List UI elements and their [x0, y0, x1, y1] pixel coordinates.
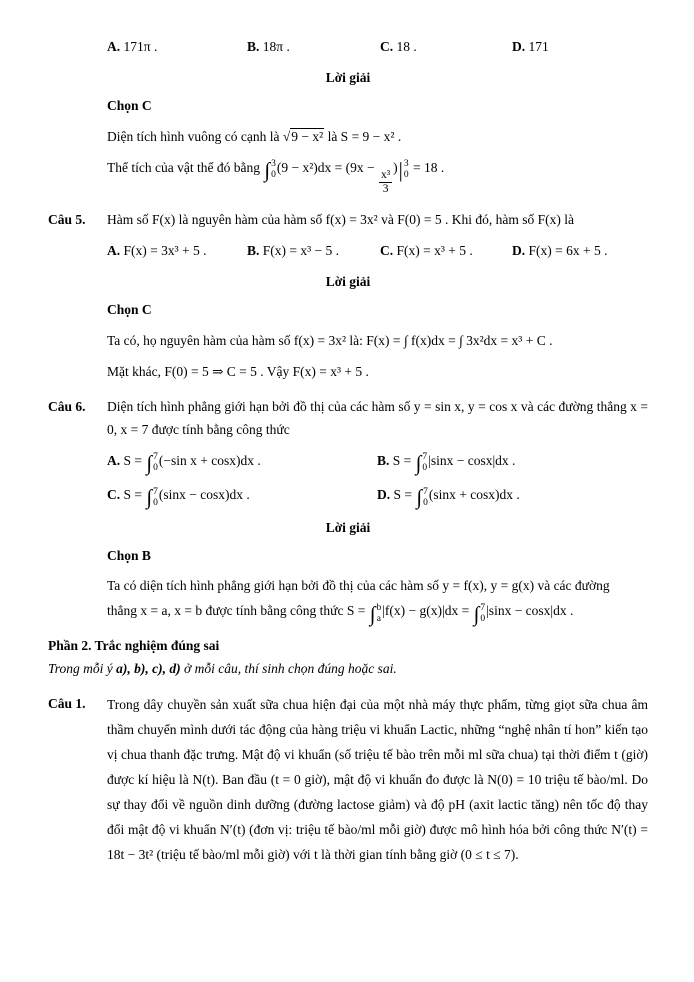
question-5 [48, 209, 648, 232]
option-d [377, 484, 648, 509]
text-run: (sinx + cosx)dx . [428, 487, 520, 503]
option-a [107, 450, 377, 475]
option-a-text: F(x) = 3x³ + 5 . [123, 243, 207, 259]
integral: ∫ 3 0 [264, 157, 276, 182]
option-c-text: F(x) = x³ + 5 . [396, 243, 473, 259]
option-c-label: C. [107, 487, 121, 503]
square-root: √9 − x² [282, 128, 324, 144]
text-run: |f(x) − g(x)|dx = [382, 603, 473, 619]
instruction-text: ở mỗi câu, thí sinh chọn đúng hoặc sai. [180, 660, 397, 676]
text-run: S = [123, 487, 146, 503]
part2-title: Phần 2. Trắc nghiệm đúng sai [48, 637, 220, 653]
text-run: S = [393, 487, 416, 503]
text-run: |sinx − cosx|dx . [428, 452, 516, 468]
option-d-formula [393, 485, 520, 510]
loi-giai-heading: Lời giải [325, 519, 371, 535]
option-a-label: A. [107, 452, 121, 468]
option-b-formula [392, 450, 516, 475]
part2-instruction [48, 658, 648, 681]
option-b-text: 18π . [262, 39, 290, 54]
instruction-text: Trong mỗi ý [48, 660, 117, 676]
option-d-text: F(x) = 6x + 5 . [528, 243, 608, 259]
question-6 [48, 396, 648, 442]
solution-line: Mặt khác, F(0) = 5 ⇒ C = 5 . Vậy F(x) = x³ + 5 . [107, 363, 369, 379]
text-run: S = [392, 452, 415, 468]
chosen-answer: Chọn B [107, 547, 151, 563]
text-run: S = [123, 452, 146, 468]
evaluation-bar: | 3 0 [398, 157, 409, 182]
option-a [107, 36, 247, 59]
question-number: Câu 6. [48, 398, 86, 414]
question-text: Trong dây chuyền sản xuất sữa chua hiện đại của một nhà máy thực phẩm, từng giọt sữa chua âm thầm chuyển mình dưới tác động của hàng triệu vi khuẩn Lactic, những “nghệ nhân tí hon” kiến tạo vị chua thanh đặc trưng. Mật độ vi khuẩn (số triệu tế bào trên mỗi ml sữa chua) tại thời điểm t (giờ) được kí hiệu là N(t). Ban đầu (t = 0 giờ), mật độ vi khuẩn đo được là N(0) = 10 triệu tế bào/ml. Do sự thay đổi về nguồn dinh dưỡng (đường lactose giảm) và độ pH (axit lactic tăng) nên tốc độ thay đổi mật độ vi khuẩn N′(t) (đơn vị: triệu tế bào/ml mỗi giờ) được mô hình hóa bởi công thức N′(t) = 18t − 3t² (triệu tế bào/ml mỗi giờ) với t là thời gian tính bằng giờ (0 ≤ t ≤ 7). [107, 696, 648, 862]
answer-options-row-q4 [107, 36, 648, 59]
instruction-bold: a), b), c), d) [116, 660, 181, 676]
option-d-label: D. [512, 39, 526, 54]
option-d [512, 240, 648, 263]
integral: ∫ 7 0 [146, 450, 158, 475]
integral: ∫ 7 0 [416, 485, 428, 510]
answer-options-row-q5 [107, 240, 648, 263]
option-c-label: C. [380, 243, 394, 259]
question-number: Câu 5. [48, 212, 86, 228]
question-number: Câu 1. [48, 695, 86, 711]
text-run: |sinx − cosx|dx . [486, 603, 574, 619]
option-b-label: B. [247, 243, 260, 259]
integral: ∫ 7 0 [473, 601, 486, 626]
option-c [380, 240, 512, 263]
part2-question-1 [48, 693, 648, 868]
text-run: thẳng x = a, x = b được tính bằng công thức S = [107, 603, 369, 619]
option-b-label: B. [247, 39, 260, 54]
option-d-label: D. [377, 487, 391, 503]
text-run: (sinx − cosx)dx . [158, 487, 250, 503]
option-b [247, 36, 380, 59]
text-run: (−sin x + cosx)dx . [158, 452, 261, 468]
option-b [377, 450, 648, 475]
solution-line [107, 157, 648, 197]
fraction: $\frac{\text{x³}}{3}$ [380, 168, 391, 196]
option-d-text: 171 [528, 39, 549, 54]
option-c [380, 36, 512, 59]
option-c-text: 18 . [396, 39, 417, 54]
question-text: Hàm số F(x) là nguyên hàm của hàm số f(x) = 3x² và F(0) = 5 . Khi đó, hàm số F(x) là [107, 212, 574, 228]
text-run: = 18 . [409, 159, 445, 175]
option-d-label: D. [512, 243, 526, 259]
option-a-text: 171π . [123, 39, 158, 54]
loi-giai-heading: Lời giải [325, 69, 371, 85]
solution-line: Ta có diện tích hình phẳng giới hạn bởi đồ thị của các hàm số y = f(x), y = g(x) và các đường [107, 578, 610, 594]
option-b-label: B. [377, 452, 390, 468]
option-c [107, 484, 377, 509]
option-a-label: A. [107, 39, 121, 54]
text-run: ) [393, 159, 398, 175]
chosen-answer: Chọn C [107, 301, 152, 317]
integral: ∫ 7 0 [146, 485, 158, 510]
integral: ∫ b a [369, 601, 382, 626]
text-run: (9 − x²)dx = (9x − [276, 159, 378, 175]
option-b [247, 240, 380, 263]
loi-giai-heading: Lời giải [325, 273, 371, 289]
option-a-formula [123, 450, 261, 475]
solution-line [107, 600, 648, 625]
text-run: Thể tích của vật thể đó bằng [107, 159, 264, 175]
question-text: Diện tích hình phẳng giới hạn bởi đồ thị của các hàm số y = sin x, y = cos x và các đường thẳng x = 0, x = 7 được tính bằng công thức [107, 398, 648, 437]
option-c-label: C. [380, 39, 394, 54]
integral: ∫ 7 0 [415, 450, 428, 475]
solution-line: Ta có, họ nguyên hàm của hàm số f(x) = 3x² là: F(x) = ∫ f(x)dx = ∫ 3x²dx = x³ + C . [107, 332, 553, 348]
text-run: là S = 9 − x² . [324, 128, 402, 144]
option-a [107, 240, 247, 263]
option-c-formula [123, 485, 250, 510]
chosen-answer: Chọn C [107, 97, 152, 113]
answer-options-grid-q6 [107, 450, 648, 509]
option-a-label: A. [107, 243, 121, 259]
text-run: Diện tích hình vuông có cạnh là [107, 128, 283, 144]
solution-line [107, 126, 648, 149]
option-d [512, 36, 648, 59]
option-b-text: F(x) = x³ − 5 . [262, 243, 340, 259]
